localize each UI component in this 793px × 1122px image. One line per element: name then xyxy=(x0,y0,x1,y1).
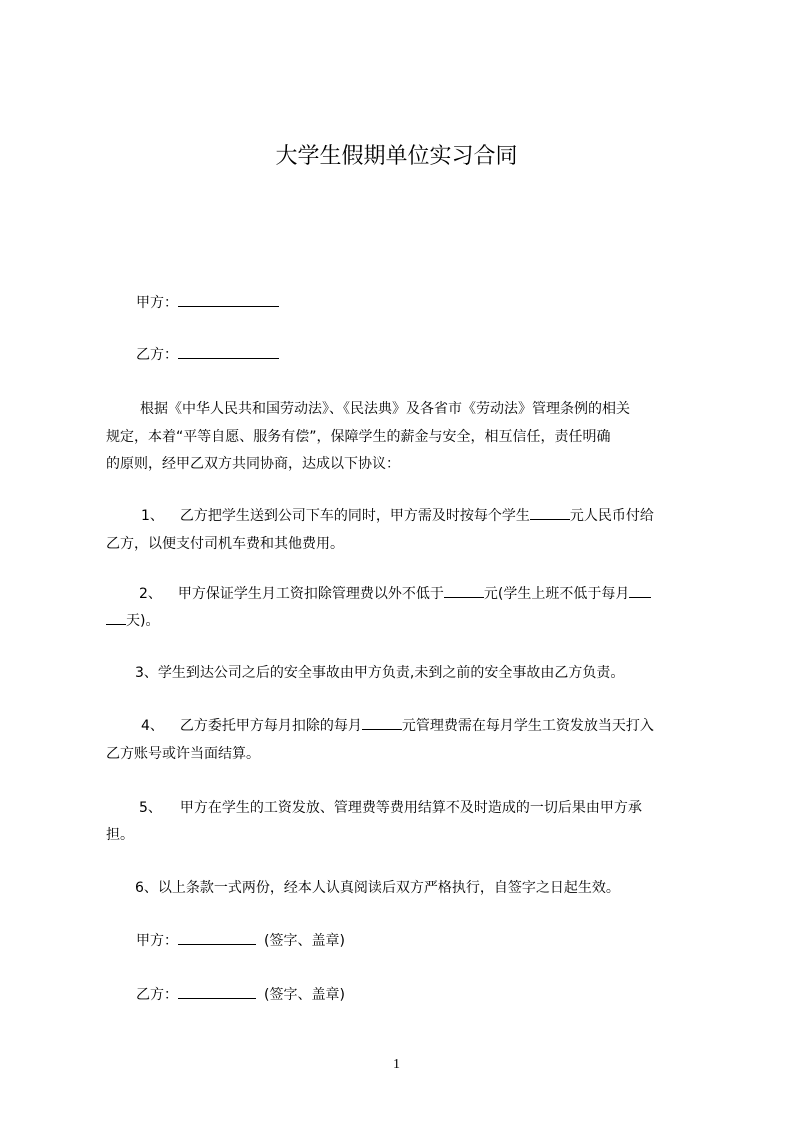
party-a-field xyxy=(136,294,279,312)
intro-line-2: 规定，本着“平等自愿、服务有偿”，保障学生的薪金与安全，相互信任，责任明确 xyxy=(106,429,611,445)
page-number: 1 xyxy=(393,1057,400,1072)
clause-1-number: 1、 xyxy=(141,508,164,524)
page-title: 大学生假期单位实习合同 xyxy=(275,144,518,169)
signature-a-note: (签字、盖章) xyxy=(264,933,345,949)
clause-2-line-1 xyxy=(139,585,651,603)
intro-line-3: 的原则，经甲乙双方共同协商，达成以下协议： xyxy=(106,456,400,472)
signature-b-note: (签字、盖章) xyxy=(264,987,345,1003)
clause-1-text-b: 元人民币付给 xyxy=(569,508,654,524)
party-b-blank xyxy=(178,358,279,359)
clause-5-number: 5、 xyxy=(139,800,162,816)
clause-3: 3、学生到达公司之后的安全事故由甲方负责,未到之前的安全事故由乙方负责。 xyxy=(135,665,625,681)
clause-5-line-1 xyxy=(139,799,642,817)
clause-4-blank xyxy=(362,729,402,730)
party-b-label: 乙方： xyxy=(136,347,178,363)
clause-4-text-a: 乙方委托甲方每月扣除的每月 xyxy=(179,718,362,734)
clause-2-number: 2、 xyxy=(139,586,162,602)
clause-4-text-b: 元管理费需在每月学生工资发放当天打入 xyxy=(401,718,654,734)
clause-2-blank-salary xyxy=(444,597,484,598)
signature-a-label: 甲方： xyxy=(136,933,178,949)
clause-6: 6、以上条款一式两份，经本人认真阅读后双方严格执行，自签字之日起生效。 xyxy=(135,880,620,896)
clause-2-text-b: 元(学生上班不低于每月 xyxy=(483,586,630,602)
clause-5-text-a: 甲方在学生的工资发放、管理费等费用结算不及时造成的一切后果由甲方承 xyxy=(179,800,642,816)
clause-1-text-a: 乙方把学生送到公司下车的同时，甲方需及时按每个学生 xyxy=(179,508,530,524)
clause-1-line-2: 乙方，以便支付司机车费和其他费用。 xyxy=(106,536,344,552)
clause-4-number: 4、 xyxy=(141,718,164,734)
clause-4-line-2: 乙方账号或许当面结算。 xyxy=(106,746,260,762)
clause-5-line-2: 担。 xyxy=(106,827,134,843)
signature-b-blank xyxy=(178,998,256,999)
signature-b-field xyxy=(136,986,345,1004)
clause-4-line-1 xyxy=(141,717,654,735)
party-b-field xyxy=(136,346,279,364)
clause-2-text-c: 天)。 xyxy=(126,613,160,629)
signature-b-label: 乙方： xyxy=(136,987,178,1003)
signature-a-field xyxy=(136,932,345,950)
clause-2-line-2 xyxy=(106,612,159,630)
party-a-blank xyxy=(178,306,279,307)
clause-2-text-a: 甲方保证学生月工资扣除管理费以外不低于 xyxy=(177,586,444,602)
clause-2-blank-days-part-1 xyxy=(629,597,651,598)
intro-line-1: 根据《中华人民共和国劳动法》、《民法典》及各省市《劳动法》管理条例的相关 xyxy=(140,401,630,417)
clause-1-line-1 xyxy=(141,507,654,525)
clause-1-blank xyxy=(530,519,570,520)
party-a-label: 甲方： xyxy=(136,295,178,311)
signature-a-blank xyxy=(178,944,256,945)
clause-2-blank-days-part-2 xyxy=(106,624,126,625)
